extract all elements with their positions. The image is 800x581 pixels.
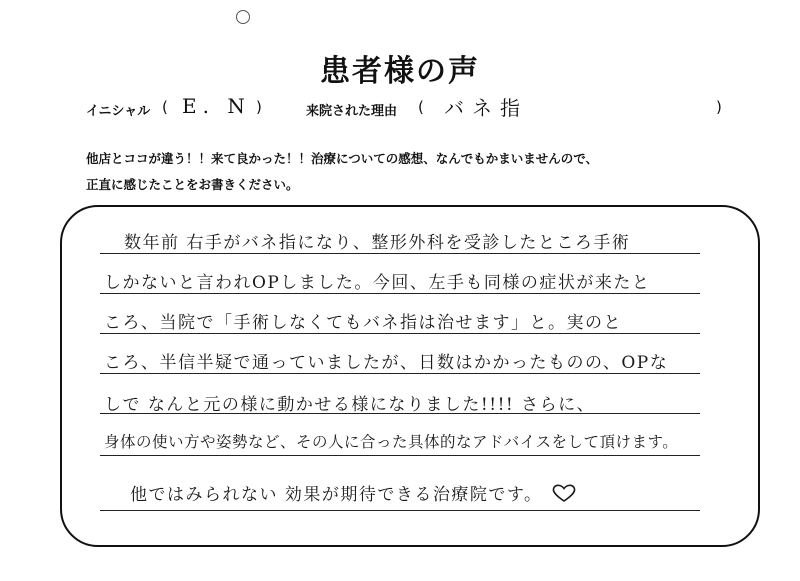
ruled-line bbox=[100, 333, 700, 334]
ruled-line bbox=[100, 455, 700, 456]
initial-paren-open: ( bbox=[162, 98, 168, 116]
ruled-line bbox=[100, 373, 700, 374]
reason-paren-close: ) bbox=[716, 98, 722, 116]
ruled-line bbox=[100, 293, 700, 294]
instructions bbox=[86, 146, 726, 198]
initial-value: E. N bbox=[182, 94, 251, 118]
reason-paren-open: ( bbox=[418, 98, 424, 116]
heart-icon bbox=[551, 483, 577, 508]
comment-line-1: 数年前 右手がバネ指になり、整形外科を受診したところ手術 bbox=[124, 233, 631, 253]
comment-line-2: しかないと言われOPしました。今回、左手も同様の症状が来たと bbox=[104, 273, 651, 293]
info-row bbox=[86, 96, 736, 120]
initial-label: イニシャル bbox=[86, 104, 151, 119]
comment-line-5: しで なんと元の様に動かせる様になりました!!!! さらに、 bbox=[104, 395, 596, 415]
comment-line-3: ころ、当院で「手術しなくてもバネ指は治せます」と。実のと bbox=[104, 313, 622, 333]
punch-hole-mark bbox=[236, 10, 250, 24]
instruction-line-1: 他店とココが違う！！来て良かった！！治療についての感想、なんでもかまいませんので、 bbox=[86, 151, 599, 166]
comment-line-4: ころ、半信半疑で通っていましたが、日数はかかったものの、OPな bbox=[104, 353, 669, 373]
initial-paren-close: ) bbox=[256, 98, 262, 116]
comment-line-7 bbox=[130, 480, 690, 508]
ruled-line bbox=[100, 253, 700, 254]
comment-line-7-text: 他ではみられない 効果が期待できる治療院です。 bbox=[130, 485, 543, 505]
reason-value: バネ指 bbox=[444, 96, 528, 120]
reason-label: 来院された理由 bbox=[306, 104, 398, 119]
instruction-line-2: 正直に感じたことをお書きください。 bbox=[86, 177, 299, 192]
ruled-line bbox=[100, 510, 700, 511]
comment-line-6: 身体の使い方や姿勢など、その人に合った具体的なアドバイスをして頂けます。 bbox=[104, 433, 679, 451]
form-title: 患者様の声 bbox=[320, 54, 480, 89]
